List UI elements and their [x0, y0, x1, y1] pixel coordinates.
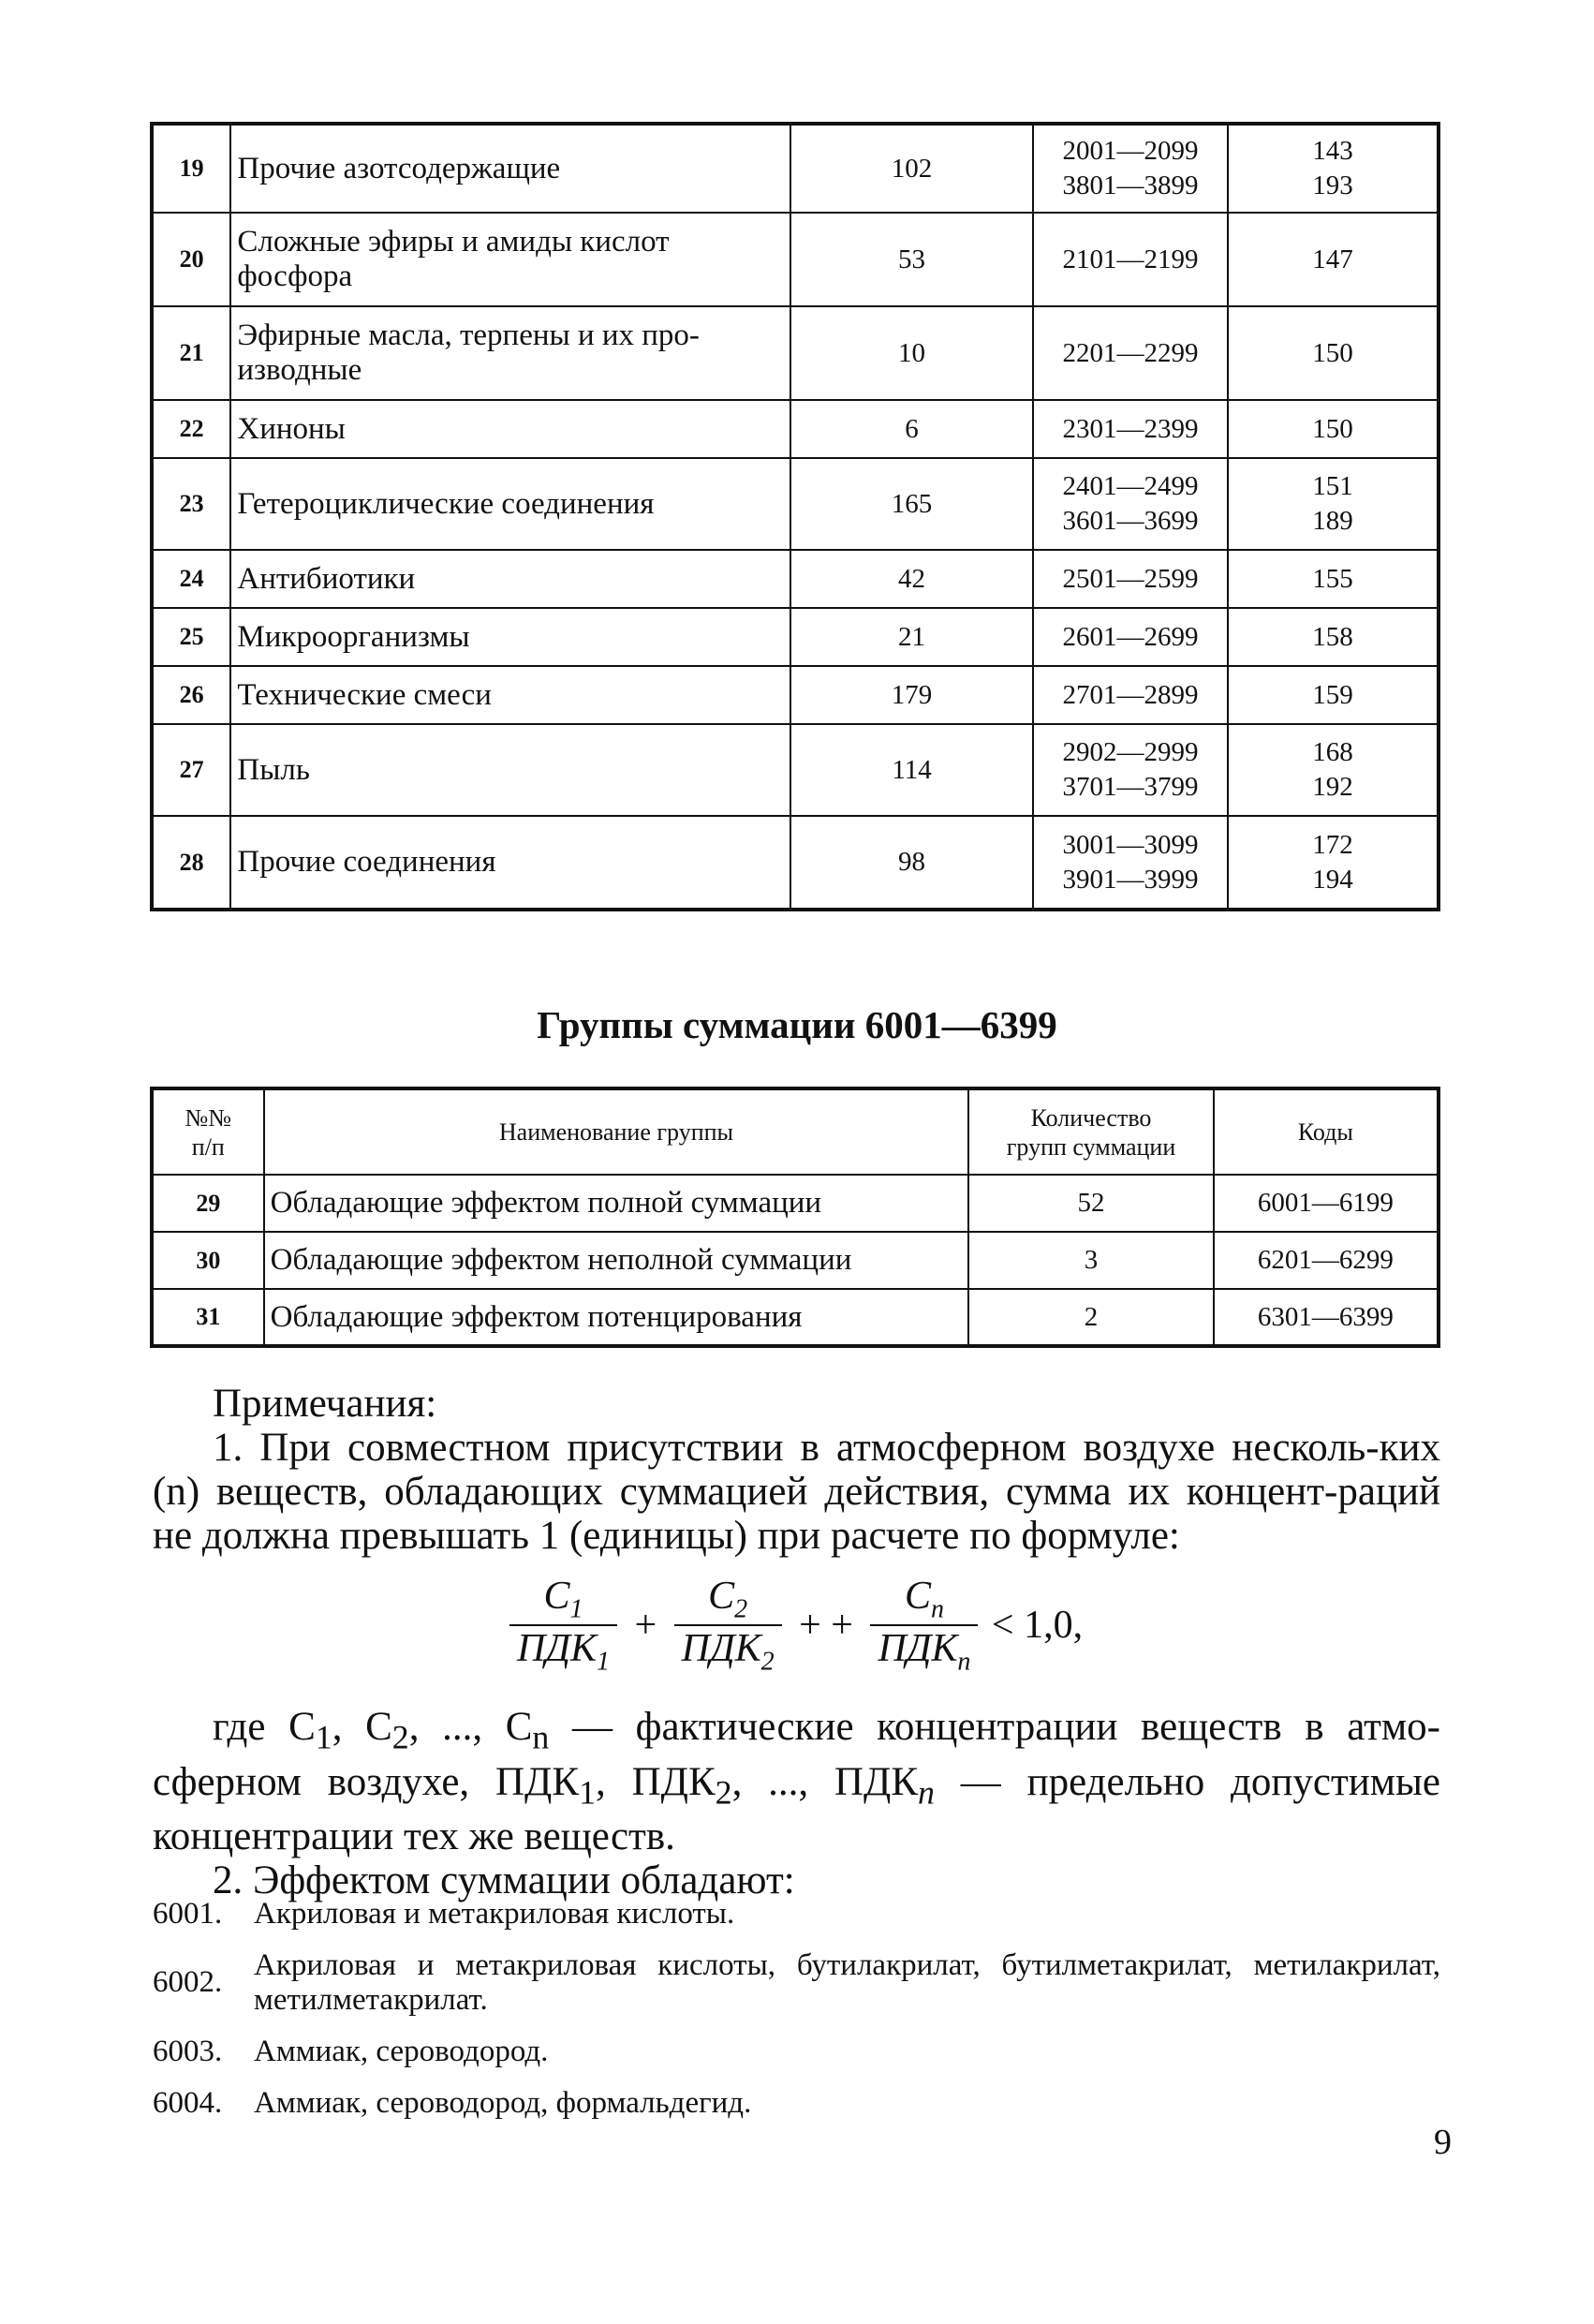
- row-name: Прочие азотсодержащие: [230, 124, 790, 213]
- table-row: [152, 1175, 1439, 1232]
- row-name: Гетероциклические соединения: [230, 458, 790, 550]
- code-range: 2201—2299: [1062, 337, 1199, 368]
- page-ref: 193: [1312, 170, 1353, 200]
- row-pages: [1228, 306, 1439, 400]
- code-range: 3801—3899: [1062, 170, 1199, 200]
- row-codes: [1033, 400, 1228, 458]
- table-row: [152, 724, 1439, 816]
- row-pages: [1228, 124, 1439, 213]
- row-count: 52: [968, 1175, 1213, 1232]
- table-row: [152, 1232, 1439, 1289]
- list-item: [153, 2035, 1440, 2069]
- row-quantity: 53: [790, 213, 1033, 306]
- substance-text: Аммиак, сероводород.: [254, 2035, 549, 2068]
- plus-sign: +: [634, 1604, 657, 1648]
- page-ref: 158: [1312, 621, 1353, 652]
- table-row: [152, 550, 1439, 608]
- row-codes: [1033, 550, 1228, 608]
- list-item: [153, 1948, 1440, 2018]
- notes-section: [153, 1382, 1440, 1558]
- page-number: 9: [1434, 2123, 1452, 2162]
- substance-groups-table-continued: [150, 122, 1440, 911]
- code-range: 2902—2999: [1062, 737, 1199, 767]
- page-ref: 155: [1312, 563, 1353, 594]
- row-pages: [1228, 608, 1439, 666]
- substance-text: Аммиак, сероводород, формальдегид.: [254, 2086, 752, 2120]
- row-name: Обладающие эффектом потенцирования: [264, 1289, 969, 1346]
- substance-text: Акриловая и метакриловая кислоты.: [254, 1897, 735, 1931]
- note-2: 2. Эффектом суммации обладают:: [213, 1858, 795, 1903]
- summation-groups-table: [150, 1087, 1440, 1348]
- page-ref: 168: [1312, 737, 1353, 767]
- row-count: 3: [968, 1232, 1213, 1289]
- row-codes: 6301—6399: [1214, 1289, 1439, 1346]
- row-pages: [1228, 666, 1439, 724]
- fraction-2: $\frac{C_2}{ПДК_2}$: [674, 1574, 782, 1678]
- row-quantity: 42: [790, 550, 1033, 608]
- page-ref: 151: [1312, 471, 1353, 501]
- row-name: Обладающие эффектом полной суммации: [264, 1175, 969, 1232]
- code-range: 2701—2899: [1062, 679, 1199, 710]
- row-quantity: 98: [790, 816, 1033, 910]
- row-name: Хиноны: [230, 400, 790, 458]
- row-codes: [1033, 458, 1228, 550]
- row-num: 27: [152, 724, 230, 816]
- row-name: Прочие соединения: [230, 816, 790, 910]
- header-codes: Коды: [1214, 1088, 1439, 1175]
- table-row: [152, 213, 1439, 306]
- substance-text: Акриловая и метакриловая кислоты, бутилакрилат, бутилметакрилат, метилакрилат, метилметакрилат.: [254, 1948, 1440, 2017]
- row-count: 2: [968, 1289, 1213, 1346]
- page-ref: 192: [1312, 772, 1353, 802]
- row-quantity: 21: [790, 608, 1033, 666]
- page-ref: 143: [1312, 136, 1353, 166]
- row-codes: [1033, 124, 1228, 213]
- notes-continued: [153, 1705, 1440, 1902]
- row-pages: [1228, 213, 1439, 306]
- code-range: 2101—2199: [1062, 244, 1199, 274]
- summation-groups-title: Группы суммации 6001—6399: [537, 1003, 1057, 1046]
- formula-inequality: < 1,0,: [991, 1604, 1084, 1648]
- note-1: 1. При совместном присутствии в атмосферном воздухе несколь-ких (n) веществ, обладающих суммацией действия, сумма их концент-раций не должна превышать 1 (единицы) при расчете по формуле:: [153, 1426, 1440, 1558]
- page-ref: 159: [1312, 679, 1353, 710]
- row-pages: [1228, 458, 1439, 550]
- table-row: [152, 666, 1439, 724]
- substance-code: 6003.: [153, 2035, 223, 2068]
- table-header-row: [152, 1088, 1439, 1175]
- row-codes: 6201—6299: [1214, 1232, 1439, 1289]
- table-row: [152, 124, 1439, 213]
- plus-sign: + +: [799, 1604, 853, 1648]
- code-range: 3001—3099: [1062, 829, 1199, 860]
- row-name: Микроорганизмы: [230, 608, 790, 666]
- row-num: 26: [152, 666, 230, 724]
- row-num: 21: [152, 306, 230, 400]
- code-range: 2501—2599: [1062, 563, 1199, 594]
- row-codes: [1033, 816, 1228, 910]
- substance-code: 6004.: [153, 2086, 223, 2120]
- row-num: 22: [152, 400, 230, 458]
- row-name: Обладающие эффектом неполной суммации: [264, 1232, 969, 1289]
- table-row: [152, 816, 1439, 910]
- row-quantity: 114: [790, 724, 1033, 816]
- row-name: Пыль: [230, 724, 790, 816]
- code-range: 3701—3799: [1062, 772, 1199, 802]
- row-num: 20: [152, 213, 230, 306]
- page-ref: 150: [1312, 337, 1353, 368]
- row-codes: [1033, 306, 1228, 400]
- row-quantity: 165: [790, 458, 1033, 550]
- substance-code: 6001.: [153, 1897, 223, 1931]
- row-pages: [1228, 724, 1439, 816]
- row-name: Технические смеси: [230, 666, 790, 724]
- row-codes: [1033, 724, 1228, 816]
- table-row: [152, 306, 1439, 400]
- row-quantity: 10: [790, 306, 1033, 400]
- page-ref: 150: [1312, 413, 1353, 444]
- fraction-n: $\frac{C_n}{ПДК_n}$: [870, 1574, 978, 1678]
- notes-heading: Примечания:: [213, 1382, 437, 1426]
- code-range: 3901—3999: [1062, 864, 1199, 895]
- row-name: Сложные эфиры и амиды кислот фосфора: [230, 213, 790, 306]
- list-item: [153, 2086, 1440, 2121]
- row-num: 28: [152, 816, 230, 910]
- row-pages: [1228, 550, 1439, 608]
- page-ref: 147: [1312, 244, 1353, 274]
- page-ref: 194: [1312, 864, 1353, 895]
- row-quantity: 179: [790, 666, 1033, 724]
- header-num: №№ п/п: [152, 1088, 264, 1175]
- row-num: 31: [152, 1289, 264, 1346]
- row-pages: [1228, 400, 1439, 458]
- header-name: Наименование группы: [264, 1088, 969, 1175]
- row-codes: [1033, 666, 1228, 724]
- table-row: [152, 1289, 1439, 1346]
- summation-formula: [506, 1574, 1083, 1677]
- row-pages: [1228, 816, 1439, 910]
- row-codes: [1033, 213, 1228, 306]
- note-where: где $C_1$, $C_2$, ..., $C_n$ — фактические концентрации веществ в атмо-сферном воздухе, $ПДК_1$, $ПДК_2$, ..., $ПДК_n$ — предельно допустимые концентрации тех же веществ.: [153, 1705, 1441, 1859]
- row-codes: 6001—6199: [1214, 1175, 1439, 1232]
- row-num: 30: [152, 1232, 264, 1289]
- substance-code: 6002.: [153, 1965, 223, 1999]
- page-ref: 172: [1312, 829, 1353, 860]
- page-ref: 189: [1312, 506, 1353, 536]
- code-range: 3601—3699: [1062, 506, 1199, 536]
- table-row: [152, 400, 1439, 458]
- table-row: [152, 608, 1439, 666]
- header-count: Количество групп суммации: [968, 1088, 1213, 1175]
- row-num: 29: [152, 1175, 264, 1232]
- code-range: 2601—2699: [1062, 621, 1199, 652]
- row-num: 25: [152, 608, 230, 666]
- row-num: 23: [152, 458, 230, 550]
- row-codes: [1033, 608, 1228, 666]
- row-num: 19: [152, 124, 230, 213]
- list-item: [153, 1897, 1440, 1932]
- code-range: 2401—2499: [1062, 471, 1199, 501]
- substance-list: [153, 1897, 1440, 2138]
- row-quantity: 102: [790, 124, 1033, 213]
- row-name: Антибиотики: [230, 550, 790, 608]
- code-range: 2301—2399: [1062, 413, 1199, 444]
- row-quantity: 6: [790, 400, 1033, 458]
- row-num: 24: [152, 550, 230, 608]
- code-range: 2001—2099: [1062, 136, 1199, 166]
- fraction-1: $\frac{C_1}{ПДК_1}$: [509, 1574, 617, 1678]
- row-name: Эфирные масла, терпены и их про-изводные: [230, 306, 790, 400]
- table-row: [152, 458, 1439, 550]
